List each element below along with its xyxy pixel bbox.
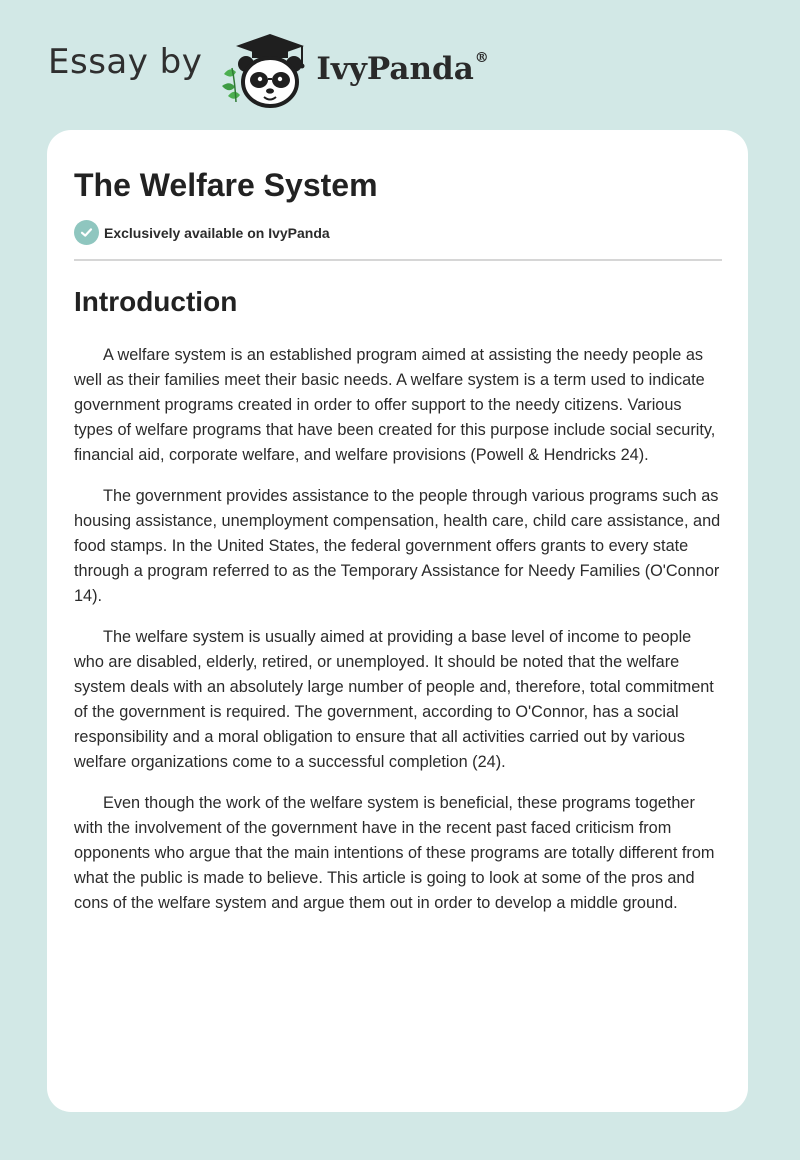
paragraph: A welfare system is an established program aimed at assisting the needy people as well as their families meet their basic needs. A welfare system is a term used to indicate government programs created in order to offer support to the needy citizens. Various types of welfare programs that have been created for this purpose include social security, financial aid, corporate welfare, and welfare provisions (Powell & Hendricks 24). [74,346,716,464]
ivy-leaf-icon [222,68,240,102]
essay-body [74,343,722,916]
paragraph: The welfare system is usually aimed at providing a base level of income to people who are disabled, elderly, retired, or unemployed. It should be noted that the welfare system deals with an absolutely large number of people and, therefore, total commitment of the government is required. The government, according to O'Connor, has a social responsibility and a moral obligation to ensure that all activities carried out by various welfare organizations come to a successful completion (24). [74,628,714,771]
registered-mark: ® [474,49,489,66]
site-header [48,30,489,110]
paragraph: Even though the work of the welfare system is beneficial, these programs together with the involvement of the government have in the recent past faced criticism from opponents who argue that the main intentions of these programs are totally different from what the public is made to believe. This article is going to look at some of the pros and cons of the welfare system and argue them out in order to develop a middle ground. [74,794,715,912]
check-circle-icon [74,220,99,245]
exclusive-badge [74,220,722,245]
essay-by-label: Essay by [48,42,203,82]
divider [74,259,722,261]
panda-graduate-icon[interactable] [218,30,310,110]
badge-label: Exclusively available on IvyPanda [104,224,330,241]
brand-name[interactable]: IvyPanda® [316,49,489,87]
page-title: The Welfare System [74,167,378,203]
essay-card [47,130,748,1112]
paragraph: The government provides assistance to the people through various programs such as housing assistance, unemployment compensation, health care, child care assistance, and food stamps. In the United States, the federal government offers grants to every state through a program referred to as the Temporary Assistance for Needy Families (O'Connor 14). [74,487,721,605]
section-heading: Introduction [74,286,238,317]
